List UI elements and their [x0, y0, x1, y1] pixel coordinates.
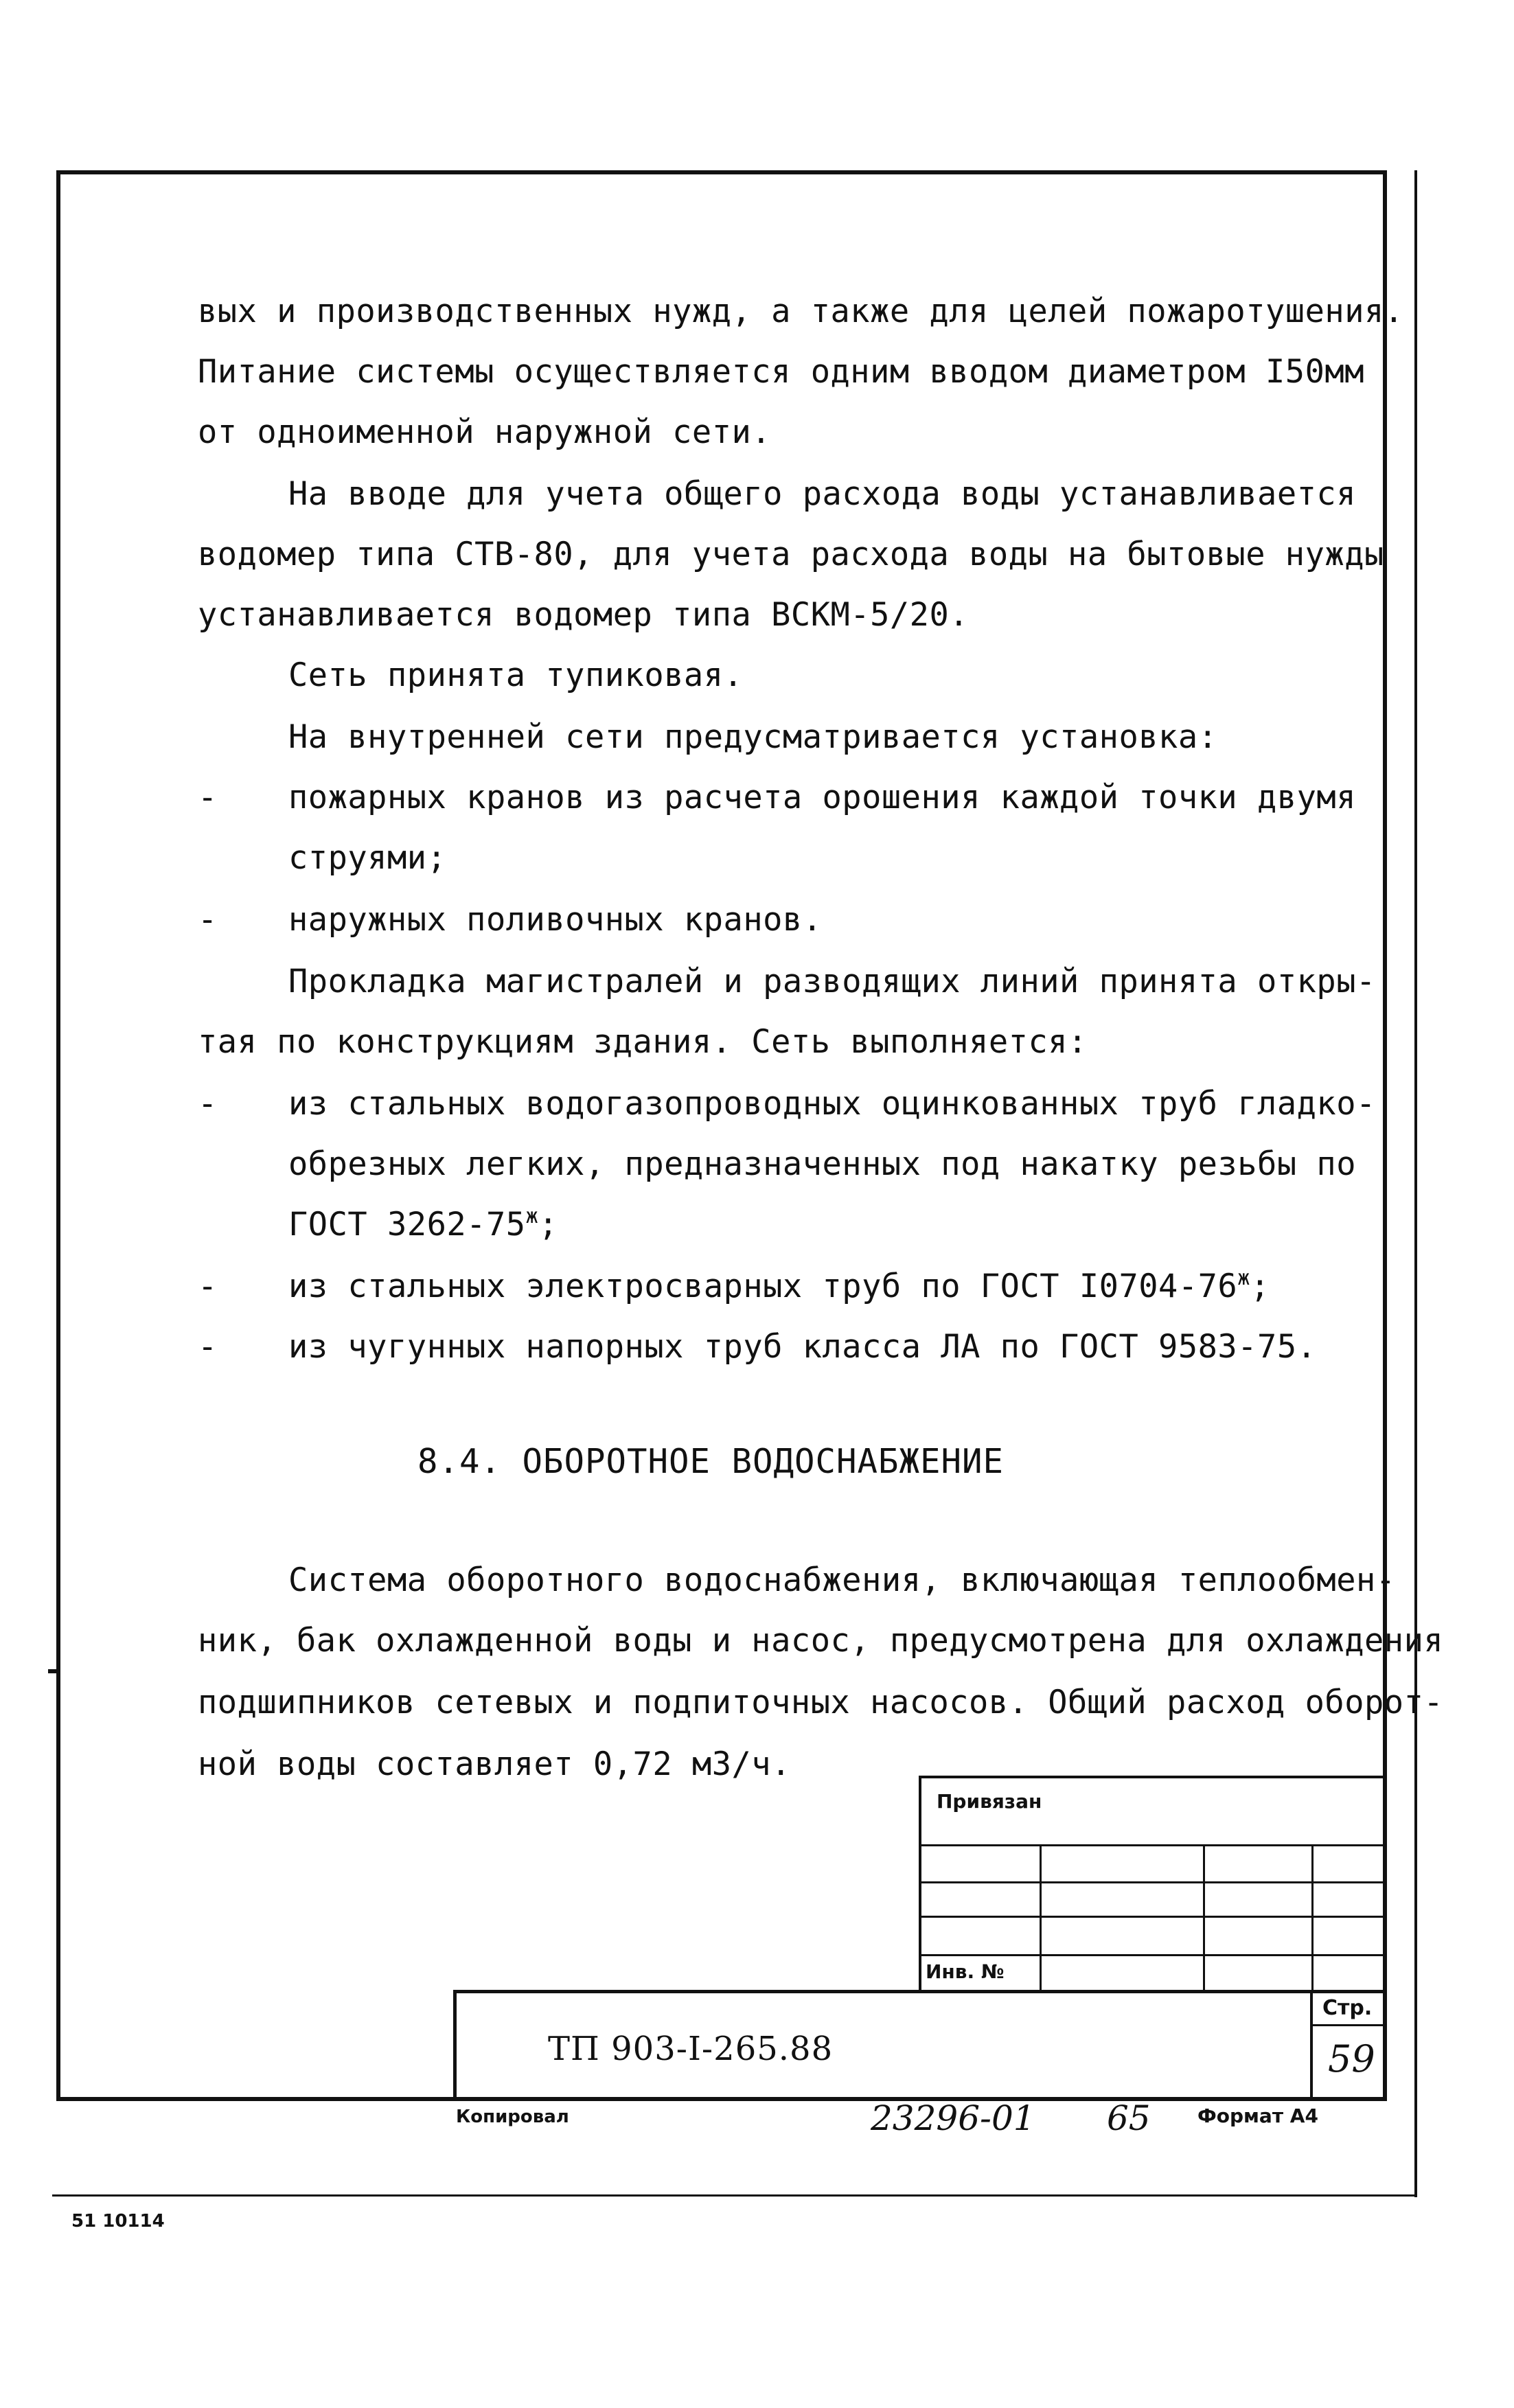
privyazan-label: Привязан	[937, 1790, 1042, 1813]
text-line: водомер типа СТВ-80, для учета расхода воды на бытовые нужды	[198, 536, 1384, 573]
text-line: от одноименной наружной сети.	[198, 413, 772, 451]
list-item	[288, 1204, 558, 1243]
stamp-line	[453, 1990, 457, 2101]
stamp-line	[1311, 1846, 1314, 1991]
copied-label: Копировал	[456, 2107, 569, 2127]
text-line: На внутренней сети предусматривается установка:	[288, 718, 1218, 756]
list-item: из чугунных напорных труб класса ЛА по ГОСТ 9583-75.	[288, 1328, 1317, 1366]
drawing-frame	[56, 170, 1387, 2101]
stamp-line	[1310, 2024, 1387, 2026]
stamp-line	[1040, 1846, 1042, 1991]
section-heading: 8.4. ОБОРОТНОЕ ВОДОСНАБЖЕНИЕ	[417, 1442, 1005, 1481]
bullet-dash: -	[198, 901, 218, 939]
stamp-line	[919, 1776, 921, 1991]
text-line: Система оборотного водоснабжения, включающая теплообмен-	[288, 1561, 1396, 1599]
list-item: обрезных легких, предназначенных под накатку резьбы по	[288, 1145, 1357, 1183]
page-label: Стр.	[1322, 1996, 1373, 2020]
list-item: наружных поливочных кранов.	[288, 901, 823, 939]
punctuation: ;	[1250, 1268, 1270, 1305]
page-number: 59	[1328, 2037, 1375, 2080]
left-margin-tick	[48, 1669, 58, 1673]
stamp-line	[919, 1776, 1387, 1778]
list-item: пожарных кранов из расчета орошения каждой точки двумя	[288, 779, 1357, 816]
text-line: ник, бак охлажденной воды и насос, предусмотрена для охлаждения	[198, 1622, 1444, 1660]
punctuation: ;	[538, 1206, 558, 1243]
text-line: Питание системы осуществляется одним вводом диаметром I50мм	[198, 353, 1364, 391]
batch-number: 51 10114	[71, 2211, 165, 2232]
list-item: из стальных водогазопроводных оцинкованных труб гладко-	[288, 1085, 1376, 1123]
page-bottom-rule	[52, 2194, 1417, 2197]
text-line: вых и производственных нужд, а также для целей пожаротушения.	[198, 293, 1404, 330]
text-line: тая по конструкциям здания. Сеть выполняется:	[198, 1023, 1088, 1061]
bullet-dash: -	[198, 1085, 218, 1123]
stamp-line	[919, 1844, 1387, 1846]
asterisk-mark: ж	[525, 1204, 539, 1228]
stamp-line	[1203, 1846, 1205, 1991]
stamp-line	[453, 1990, 1387, 1993]
list-item: струями;	[288, 839, 447, 877]
text-line: Прокладка магистралей и разводящих линий принята откры-	[288, 963, 1376, 1000]
bullet-dash: -	[198, 779, 218, 816]
stamp-line	[919, 1954, 1387, 1956]
stamp-line	[919, 1916, 1387, 1918]
inventory-number-label: Инв. №	[926, 1960, 1005, 1983]
stamp-line	[1310, 1990, 1313, 2101]
text-line: устанавливается водомер типа ВСКМ-5/20.	[198, 596, 970, 634]
format-label: Формат А4	[1197, 2105, 1318, 2127]
sheet-number: 65	[1107, 2098, 1151, 2138]
bullet-dash: -	[198, 1328, 218, 1366]
text-line: Сеть принята тупиковая.	[288, 656, 744, 694]
document-code: ТП 903-I-265.88	[548, 2030, 834, 2068]
stamp-line	[919, 1881, 1387, 1883]
text-line: На вводе для учета общего расхода воды устанавливается	[288, 475, 1357, 513]
gost-ref: из стальных электросварных труб по ГОСТ I0704-76	[288, 1268, 1238, 1305]
frame-right-edge	[1414, 170, 1417, 2197]
gost-ref: ГОСТ 3262-75	[288, 1206, 526, 1243]
text-line: ной воды составляет 0,72 м3/ч.	[198, 1745, 791, 1783]
asterisk-mark: ж	[1237, 1266, 1250, 1290]
order-number: 23296-01	[871, 2098, 1035, 2138]
list-item	[288, 1266, 1270, 1305]
bullet-dash: -	[198, 1268, 218, 1305]
text-line: подшипников сетевых и подпиточных насосов. Общий расход оборот-	[198, 1684, 1444, 1721]
